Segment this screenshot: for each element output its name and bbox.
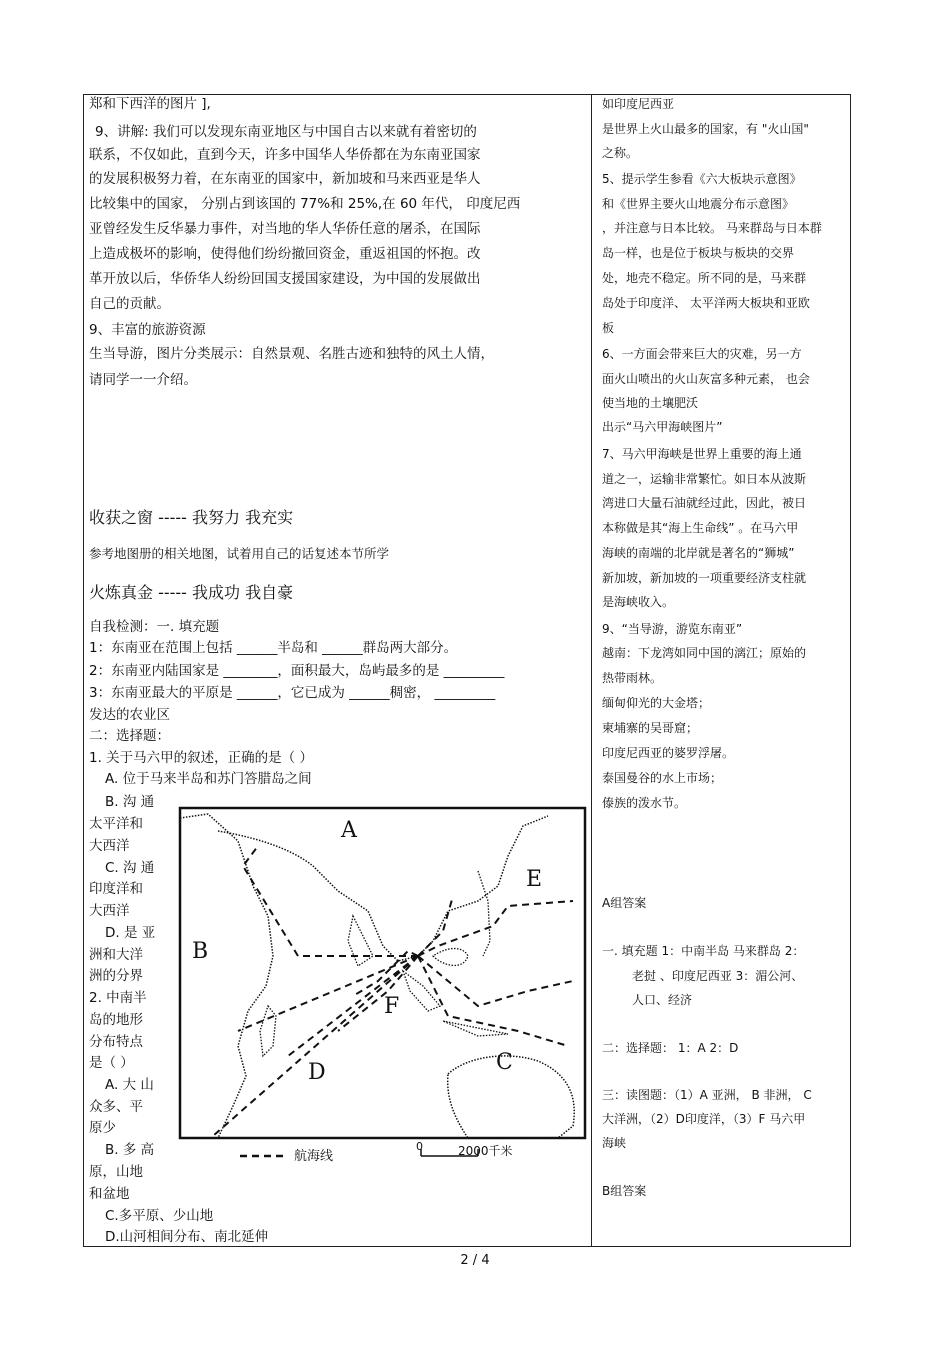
answer-line: 人口、经济 xyxy=(632,993,693,1007)
scale-zero: 0 xyxy=(416,1140,423,1153)
choice-option: B. 沟 通 xyxy=(105,794,155,810)
choice-option: D.山河相间分布、南北延伸 xyxy=(105,1229,269,1245)
map-legend: 航海线 xyxy=(294,1149,334,1164)
choice-option: D. 是 亚 xyxy=(105,925,156,941)
right-line: 板 xyxy=(602,321,615,335)
scale-label: 2000千米 xyxy=(458,1144,513,1158)
right-line: 出示“马六甲海峡图片” xyxy=(602,420,723,434)
choice-heading: 二：选择题： xyxy=(89,728,170,744)
choice-option: 和盆地 xyxy=(89,1186,130,1202)
choice-option: 印度洋和 xyxy=(89,881,143,897)
fill-question: 3：东南亚最大的平原是 ______，它已成为 ______稠密， _________ xyxy=(89,685,496,701)
right-line: 新加坡，新加坡的一项重要经济支柱就 xyxy=(602,571,807,585)
right-line: 是海峡收入。 xyxy=(602,595,675,609)
choice-option: C. 沟 通 xyxy=(105,860,155,876)
map-label-b: B xyxy=(192,939,209,964)
right-line: 9、“当导游，游览东南亚” xyxy=(602,622,743,636)
choice-question-2: 分布特点 xyxy=(89,1034,143,1050)
right-line: 傣族的泼水节。 xyxy=(602,796,687,810)
right-line: 岛处于印度洋、 太平洋两大板块和亚欧 xyxy=(602,296,810,310)
answer-group-b-title: B组答案 xyxy=(602,1184,647,1198)
right-line: 如印度尼西亚 xyxy=(602,97,675,111)
map-label-a: A xyxy=(341,818,357,843)
choice-question-2: 2. 中南半 xyxy=(89,990,147,1006)
choice-option: 洲和大洋 xyxy=(89,947,143,963)
answer-line: 二：选择题： 1：A 2：D xyxy=(602,1041,739,1055)
right-line: 热带雨林。 xyxy=(602,671,663,685)
choice-option: 原少 xyxy=(89,1120,116,1136)
map-label-d: D xyxy=(308,1060,326,1085)
right-line: 泰国曼谷的水上市场； xyxy=(602,771,723,785)
right-line: 面火山喷出的火山灰富多种元素， 也会 xyxy=(602,372,810,386)
text-line: 郑和下西洋的图片 ], xyxy=(89,96,211,112)
text-line: 亚曾经发生反华暴力事件，对当地的华人华侨任意的屠杀，在国际 xyxy=(89,221,481,237)
test-title: 火炼真金 ----- 我成功 我自豪 xyxy=(89,583,294,602)
right-line: 越南：下龙湾如同中国的漓江；原始的 xyxy=(602,646,807,660)
map-label-e: E xyxy=(526,867,543,892)
right-line: 缅甸仰光的大金塔； xyxy=(602,696,711,710)
text-line: 请同学一一介绍。 xyxy=(89,372,197,388)
harvest-title: 收获之窗 ----- 我努力 我充实 xyxy=(89,508,294,527)
text-line: 生当导游，图片分类展示：自然景观、名胜古迹和独特的风土人情， xyxy=(89,346,494,362)
self-check-heading: 自我检测：一. 填充题 xyxy=(89,619,220,635)
answer-line: 海峡 xyxy=(602,1136,627,1150)
right-line: 柬埔寨的吴哥窟； xyxy=(602,721,699,735)
right-line: ，并注意与日本比较。 马来群岛与日本群 xyxy=(602,221,822,235)
choice-option: A. 位于马来半岛和苏门答腊岛之间 xyxy=(105,771,312,787)
choice-option: 太平洋和 xyxy=(89,816,143,832)
text-line: 上造成极坏的影响，使得他们纷纷撤回资金，重返祖国的怀抱。改 xyxy=(89,246,481,262)
map-label-f: F xyxy=(384,994,400,1019)
map-label-c: C xyxy=(496,1050,513,1075)
choice-option: 众多、平 xyxy=(89,1099,143,1115)
answer-line: 大洋洲，（2）D印度洋，（3）F 马六甲 xyxy=(602,1112,806,1126)
right-line: 岛一样，也是位于板块与板块的交界 xyxy=(602,246,795,260)
right-line: 5、提示学生参看《六大板块示意图》 xyxy=(602,172,802,186)
choice-option: A. 大 山 xyxy=(105,1077,154,1093)
answer-line: 一. 填充题 1：中南半岛 马来群岛 2： xyxy=(602,944,805,958)
answer-line: 三：读图题：（1）A 亚洲， B 非洲， C xyxy=(602,1088,812,1102)
text-line: 自己的贡献。 xyxy=(89,296,170,312)
right-line: 使当地的土壤肥沃 xyxy=(602,396,699,410)
text-line: 革开放以后，华侨华人纷纷回国支援国家建设，为中国的发展做出 xyxy=(89,271,481,287)
text-line: 联系，不仅如此，直到今天，许多中国华人华侨都在为东南亚国家 xyxy=(89,147,481,163)
right-line: 是世界上火山最多的国家，有 "火山国" xyxy=(602,122,809,136)
right-line: 之称。 xyxy=(602,146,639,160)
right-line: 本称做是其“海上生命线” 。在马六甲 xyxy=(602,521,799,535)
right-line: 道之一，运输非常繁忙。如日本从波斯 xyxy=(602,472,807,486)
sea-route-map xyxy=(178,806,587,1172)
harvest-text: 参考地图册的相关地图，试着用自己的话复述本节所学 xyxy=(89,546,390,561)
map-frame xyxy=(180,808,585,1138)
choice-option: 大西洋 xyxy=(89,838,130,854)
choice-option: 原，山地 xyxy=(89,1164,143,1180)
page-number: 2 / 4 xyxy=(460,1253,490,1268)
text-line: 的发展积极努力着，在东南亚的国家中，新加坡和马来西亚是华人 xyxy=(89,171,481,187)
choice-option: B. 多 高 xyxy=(105,1142,155,1158)
choice-question-2: 是（ ） xyxy=(89,1055,134,1071)
right-line: 处，地壳不稳定。所不同的是，马来群 xyxy=(602,271,807,285)
right-line: 和《世界主要火山地震分布示意图》 xyxy=(602,197,795,211)
right-line: 印度尼西亚的婆罗浮屠。 xyxy=(602,746,735,760)
text-line: 9、讲解: 我们可以发现东南亚地区与中国自古以来就有着密切的 xyxy=(95,124,477,140)
choice-option: C.多平原、少山地 xyxy=(105,1208,214,1224)
right-line: 7、马六甲海峡是世界上重要的海上通 xyxy=(602,447,802,461)
choice-question-1: 1. 关于马六甲的叙述，正确的是（ ） xyxy=(89,750,313,766)
fill-question: 发达的农业区 xyxy=(89,707,170,723)
text-line: 9、丰富的旅游资源 xyxy=(89,322,206,338)
column-divider xyxy=(591,94,592,1247)
right-line: 湾进口大量石油就经过此，因此，被日 xyxy=(602,496,807,510)
choice-option: 大西洋 xyxy=(89,903,130,919)
choice-option: 洲的分界 xyxy=(89,968,143,984)
text-line: 比较集中的国家， 分别占到该国的 77%和 25%,在 60 年代， 印度尼西 xyxy=(89,196,521,212)
fill-question: 2：东南亚内陆国家是 ________，面积最大，岛屿最多的是 _________ xyxy=(89,663,505,679)
right-line: 海峡的南端的北岸就是著名的“狮城” xyxy=(602,546,795,560)
map-svg xyxy=(178,806,587,1172)
right-line: 6、一方面会带来巨大的灾难，另一方 xyxy=(602,347,802,361)
fill-question: 1：东南亚在范围上包括 ______半岛和 ______群岛两大部分。 xyxy=(89,640,458,656)
choice-question-2: 岛的地形 xyxy=(89,1012,143,1028)
answer-group-a-title: A组答案 xyxy=(602,896,647,910)
answer-line: 老挝 、印度尼西亚 3：湄公河、 xyxy=(632,969,804,983)
